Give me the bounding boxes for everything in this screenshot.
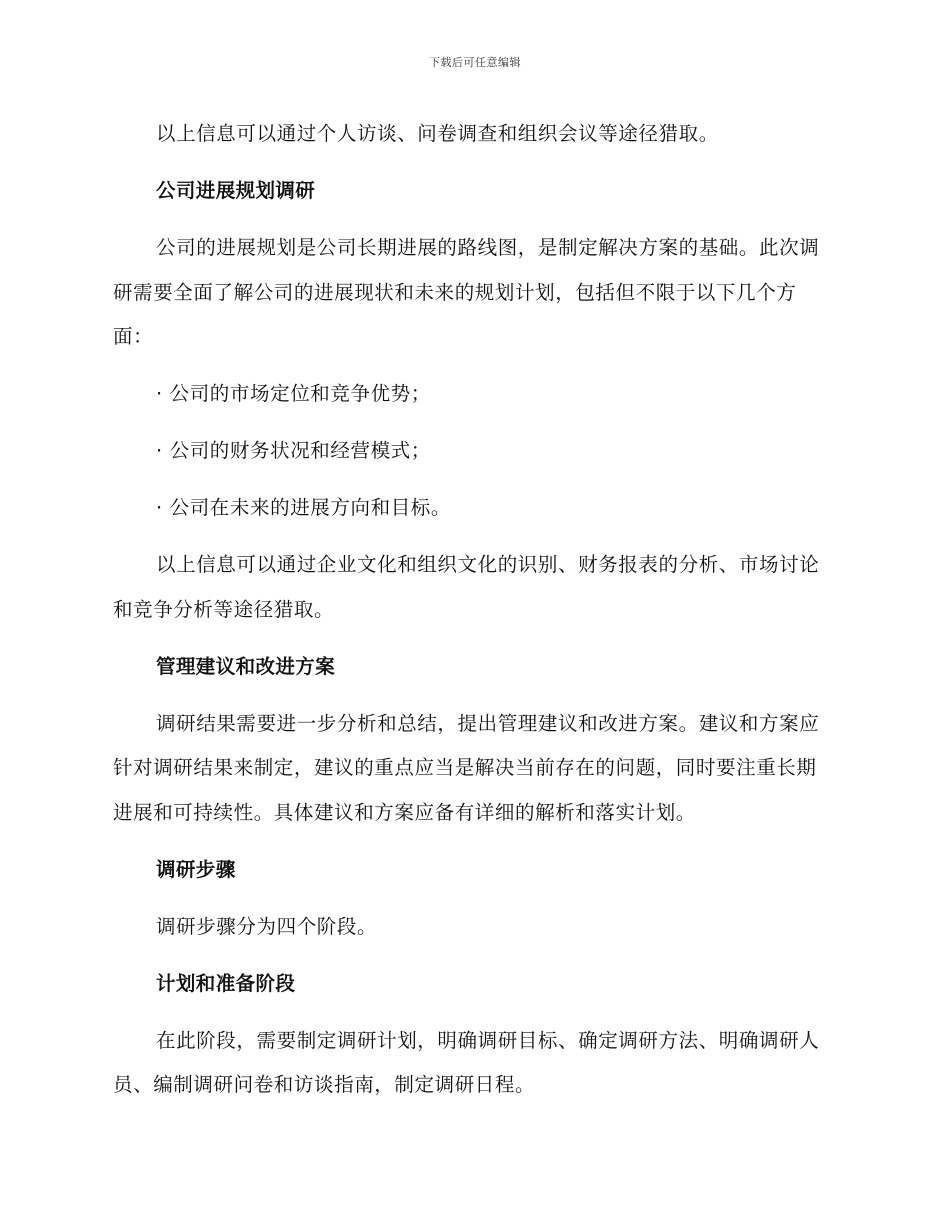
heading-planning-stage: 计划和准备阶段 <box>156 971 296 995</box>
paragraph-development-plan: 公司的进展规划是公司长期进展的路线图，是制定解决方案的基础。此次调研需要全面了解公司的进展现状和未来的规划计划，包括但不限于以下几个方面： <box>113 236 820 348</box>
paragraph-info-sources: 以上信息可以通过个人访谈、问卷调查和组织会议等途径猎取。 <box>156 122 719 145</box>
paragraph-planning-stage: 在此阶段，需要制定调研计划，明确调研目标、确定调研方法、明确调研人员、编制调研问卷和访谈指南，制定调研日程。 <box>113 1028 820 1096</box>
paragraph-management-suggestions: 调研结果需要进一步分析和总结，提出管理建议和改进方案。建议和方案应针对调研结果来制定，建议的重点应当是解决当前存在的问题，同时要注重长期进展和可持续性。具体建议和方案应备有详细的解析和落实计划。 <box>113 711 820 824</box>
page-header: 下载后可任意编辑 <box>429 56 521 69</box>
paragraph-research-steps: 调研步骤分为四个阶段。 <box>156 914 378 938</box>
list-item-future-direction: · 公司在未来的进展方向和目标。 <box>156 496 451 519</box>
paragraph-info-sources-2: 以上信息可以通过企业文化和组织文化的识别、财务报表的分析、市场讨论和竞争分析等途径猎取。 <box>113 553 820 621</box>
heading-management-suggestions: 管理建议和改进方案 <box>156 654 336 678</box>
heading-research-steps: 调研步骤 <box>156 857 236 881</box>
document-body <box>113 112 833 1108</box>
heading-development-plan-research: 公司进展规划调研 <box>156 179 316 202</box>
list-item-market-positioning: · 公司的市场定位和竞争优势； <box>156 382 431 405</box>
list-item-financial-status: · 公司的财务状况和经营模式； <box>156 439 431 462</box>
